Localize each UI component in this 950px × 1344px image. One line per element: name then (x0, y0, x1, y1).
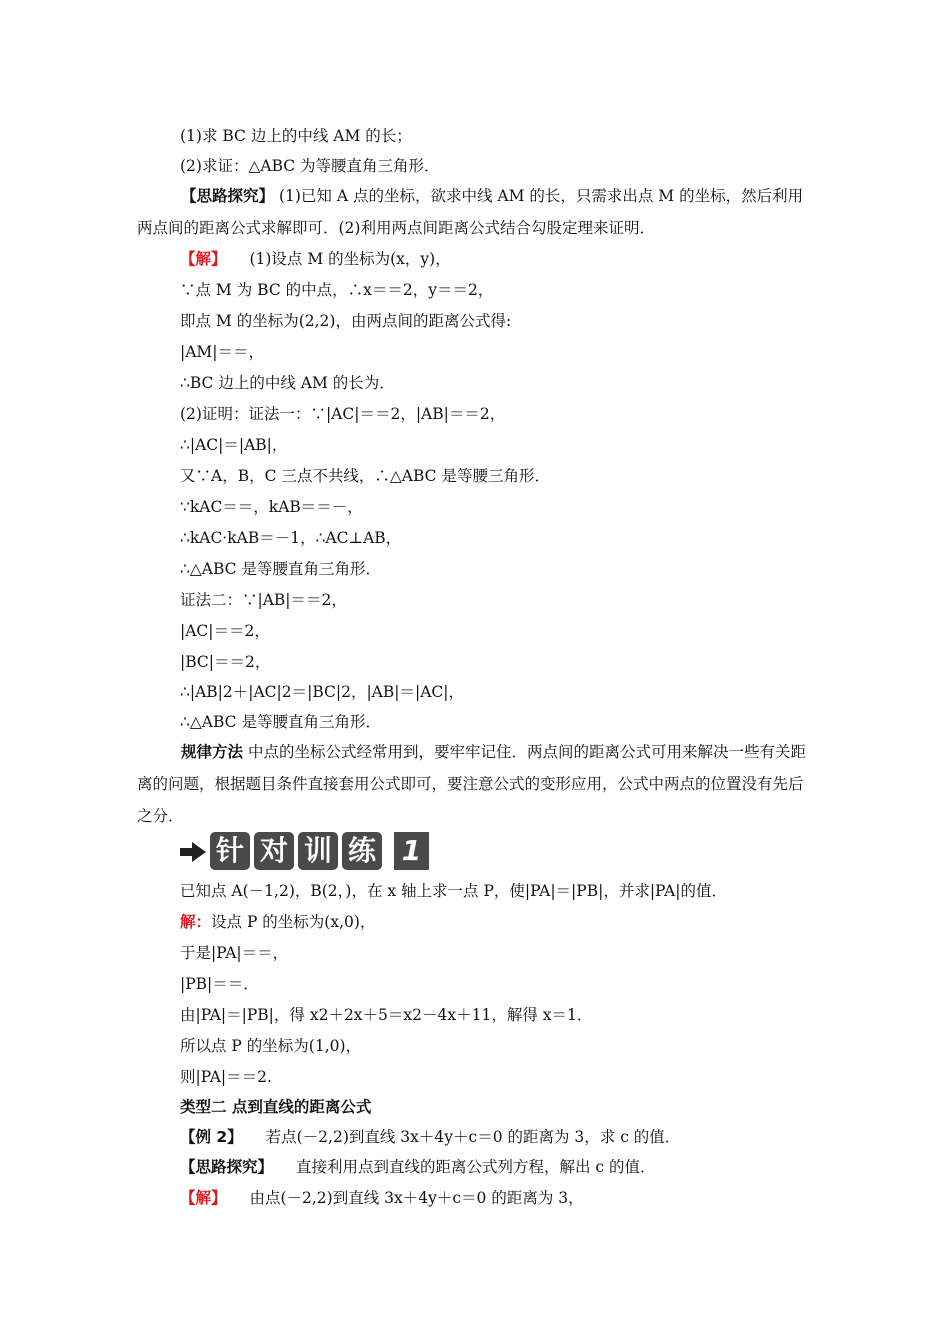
analysis-tag: 【思路探究】 (180, 1158, 274, 1176)
solution-line-start (180, 248, 451, 270)
example-tag: 【例 2】 (180, 1128, 243, 1146)
analysis-text: 直接利用点到直线的距离公式列方程，解出 c 的值． (295, 1158, 656, 1176)
solution-line: ∴kAC·kAB＝－1，∴AC⊥AB， (180, 529, 402, 547)
solution-line: |BC|＝＝2， (180, 653, 271, 671)
practice-line: 由|PA|＝|PB|，得 x2＋2x＋5＝x2－4x＋11，解得 x＝1． (180, 1006, 593, 1024)
banner-char: 针 (210, 832, 250, 870)
example-2 (180, 1126, 680, 1148)
section-heading: 类型二 点到直线的距离公式 (180, 1098, 372, 1116)
banner-char: 训 (298, 832, 338, 870)
example-analysis (180, 1156, 656, 1178)
banner-char: 对 (254, 832, 294, 870)
banner-number: 1 (394, 832, 429, 870)
solution-line: ∵kAC＝＝，kAB＝＝－， (180, 498, 363, 516)
practice-line: 所以点 P 的坐标为(1,0)， (180, 1037, 362, 1055)
practice-solution-start (180, 911, 375, 933)
solution-tag: 【解】 (180, 1189, 227, 1207)
example-solution (180, 1187, 584, 1209)
example-text: 若点(－2,2)到直线 3x＋4y＋c＝0 的距离为 3，求 c 的值． (265, 1128, 681, 1146)
question-2: (2)求证：△ABC 为等腰直角三角形． (180, 157, 440, 175)
solution-line: ∴|AC|＝|AB|， (180, 436, 288, 454)
solution-text: (1)设点 M 的坐标为(x，y)， (249, 250, 451, 268)
practice-question: 已知点 A(－1,2)，B(2，)，在 x 轴上求一点 P，使|PA|＝|PB|，并求|PA|的值． (180, 882, 727, 900)
method-text: 中点的坐标公式经常用到，要牢牢记住．两点间的距离公式可用来解决一些有关距离的问题，根据题目条件直接套用公式即可，要注意公式的变形应用，公式中两点的位置没有先后之分． (137, 743, 806, 825)
practice-solution-text: 设点 P 的坐标为(x,0)， (211, 913, 376, 931)
solution-line: |AM|＝＝， (180, 343, 265, 361)
solution-line: |AC|＝＝2， (180, 622, 270, 640)
practice-banner (180, 830, 430, 872)
arrow-right-icon (180, 842, 206, 862)
method-paragraph (137, 736, 813, 832)
method-tag: 规律方法 (181, 743, 244, 761)
solution-line: ∴△ABC 是等腰直角三角形． (180, 713, 381, 731)
question-1: (1)求 BC 边上的中线 AM 的长； (180, 127, 412, 145)
analysis-text: (1)已知 A 点的坐标，欲求中线 AM 的长，只需求出点 M 的坐标，然后利用两点间的距离公式求解即可．(2)利用两点间距离公式结合勾股定理来证明． (137, 187, 804, 237)
solution-line: ∴△ABC 是等腰直角三角形． (180, 560, 381, 578)
solution-line: ∵点 M 为 BC 的中点，∴x＝＝2，y＝＝2， (180, 281, 494, 299)
analysis-paragraph (137, 180, 813, 244)
practice-line: 则|PA|＝＝2. (180, 1068, 272, 1086)
solution-text: 由点(－2,2)到直线 3x＋4y＋c＝0 的距离为 3， (249, 1189, 584, 1207)
practice-solution-tag: 解： (180, 913, 212, 931)
solution-line: (2)证明：证法一：∵|AC|＝＝2，|AB|＝＝2， (180, 405, 506, 423)
solution-line: 证法二：∵|AB|＝＝2， (180, 591, 347, 609)
solution-tag: 【解】 (180, 250, 227, 268)
solution-line: 即点 M 的坐标为(2,2)，由两点间的距离公式得: (180, 312, 512, 330)
solution-line: ∴|AB|2＋|AC|2＝|BC|2，|AB|＝|AC|， (180, 683, 464, 701)
solution-line: 又∵A，B，C 三点不共线，∴△ABC 是等腰三角形． (180, 467, 550, 485)
banner-char: 练 (342, 832, 382, 870)
practice-line: 于是|PA|＝＝， (180, 944, 289, 962)
analysis-tag: 【思路探究】 (181, 187, 275, 205)
solution-line: ∴BC 边上的中线 AM 的长为． (180, 374, 395, 392)
practice-line: |PB|＝＝． (180, 975, 259, 993)
